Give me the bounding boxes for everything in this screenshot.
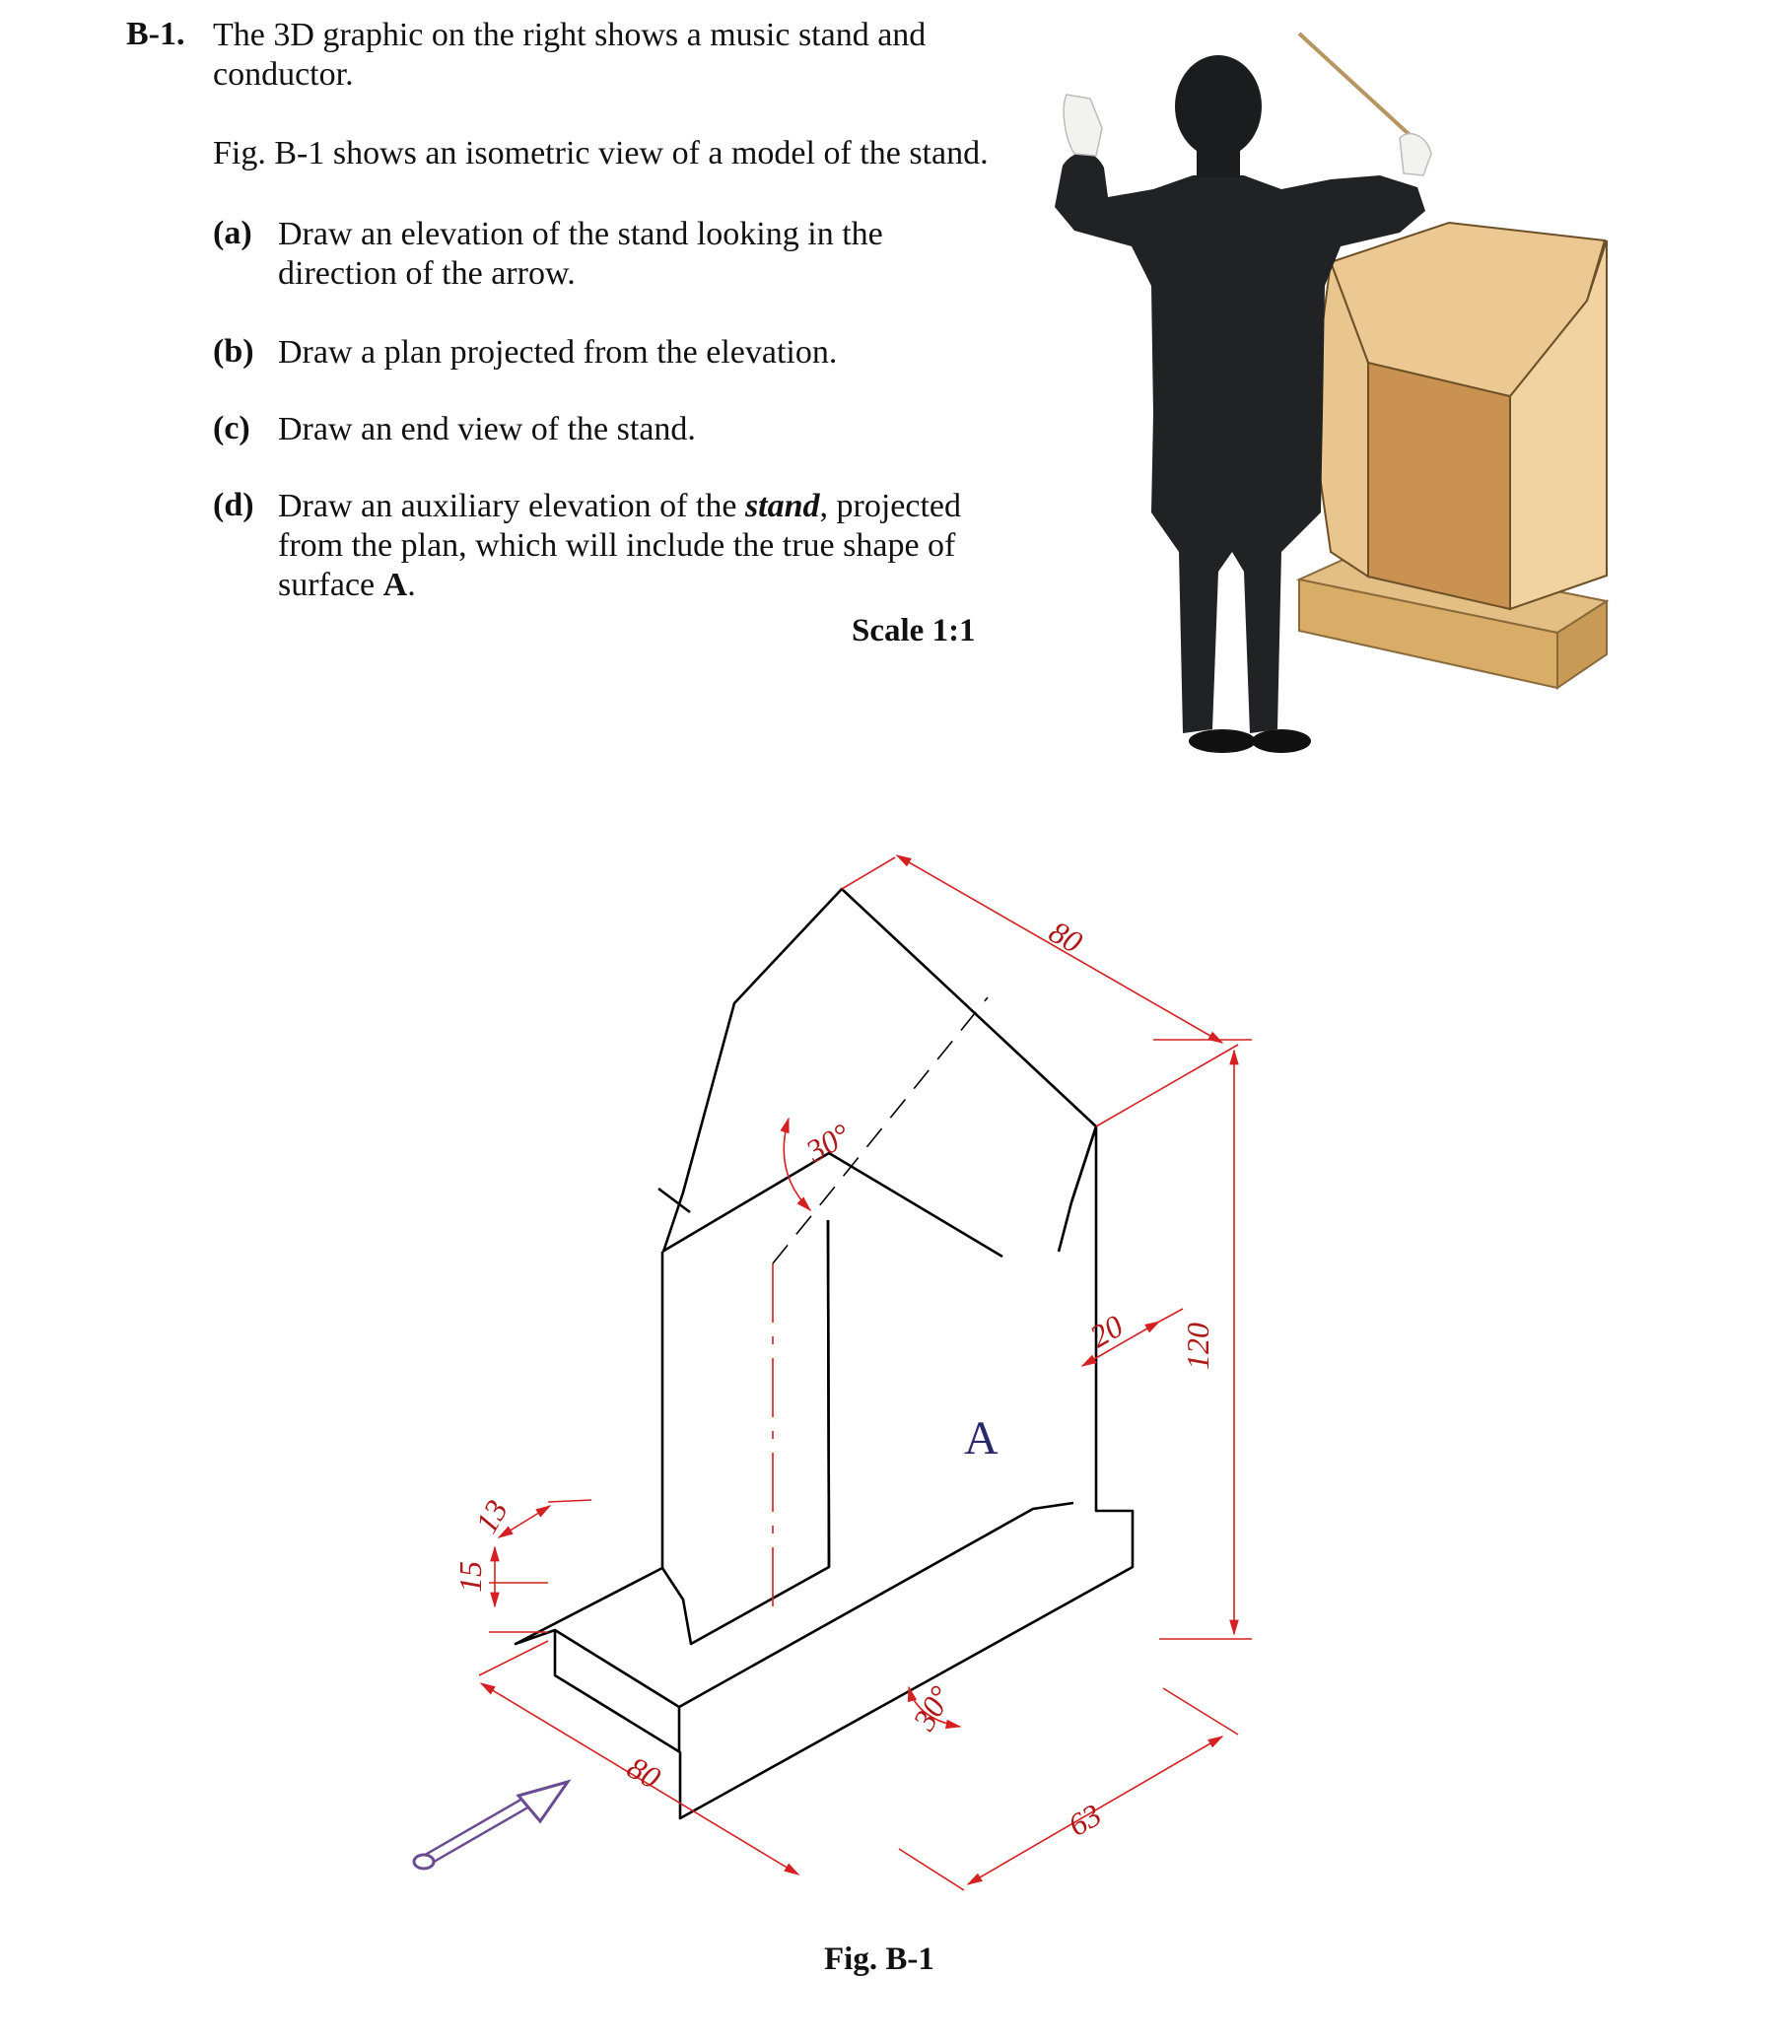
- part-b-line1: Draw a plan projected from the elevation.: [278, 334, 838, 371]
- question-intro-line1: The 3D graphic on the right shows a music stand and: [213, 17, 927, 53]
- surface-a-label: A: [964, 1412, 999, 1465]
- part-c-line1: Draw an end view of the stand.: [278, 411, 696, 447]
- question-number: B-1.: [126, 16, 185, 52]
- dim-angle-bottom: 30°: [905, 1679, 959, 1737]
- figure-caption: Fig. B-1: [824, 1942, 934, 1977]
- dim-height: 120: [1180, 1323, 1215, 1370]
- scale-label: Scale 1:1: [852, 613, 976, 648]
- part-a-line2: direction of the arrow.: [278, 255, 576, 292]
- dim-angle-top: 30°: [799, 1116, 857, 1170]
- figure-reference-text: Fig. B-1 shows an isometric view of a model of the stand.: [213, 135, 989, 171]
- stand-body-front: [1368, 363, 1510, 609]
- part-a-line1: Draw an elevation of the stand looking in the: [278, 216, 883, 252]
- part-d-line1: Draw an auxiliary elevation of the stand, projected: [278, 488, 962, 524]
- part-c-label: (c): [213, 410, 250, 446]
- question-intro-line2: conductor.: [213, 56, 354, 93]
- conductor-illustration: [1045, 28, 1636, 777]
- dim-base-depth: 63: [1062, 1796, 1108, 1844]
- dimension-lines: [479, 855, 1252, 1890]
- part-a-label: (a): [213, 215, 252, 251]
- baton: [1299, 34, 1419, 144]
- dimension-texts: [452, 914, 1215, 1843]
- part-d-label: (d): [213, 487, 254, 523]
- part-d-line3: surface A.: [278, 567, 416, 603]
- dim-top-width: 80: [1043, 913, 1089, 961]
- isometric-drawing: [394, 808, 1281, 1912]
- hidden-line: [773, 997, 988, 1263]
- dim-base-length: 80: [621, 1748, 667, 1797]
- part-d-line2: from the plan, which will include the true shape of: [278, 527, 956, 564]
- part-b-label: (b): [213, 333, 254, 370]
- dim-base-thickness: 15: [452, 1561, 488, 1593]
- model-outline: [516, 889, 1133, 1818]
- viewing-direction-arrow-icon: [414, 1782, 568, 1869]
- dim-base-margin: 13: [467, 1493, 516, 1539]
- dim-offset: 20: [1083, 1307, 1130, 1355]
